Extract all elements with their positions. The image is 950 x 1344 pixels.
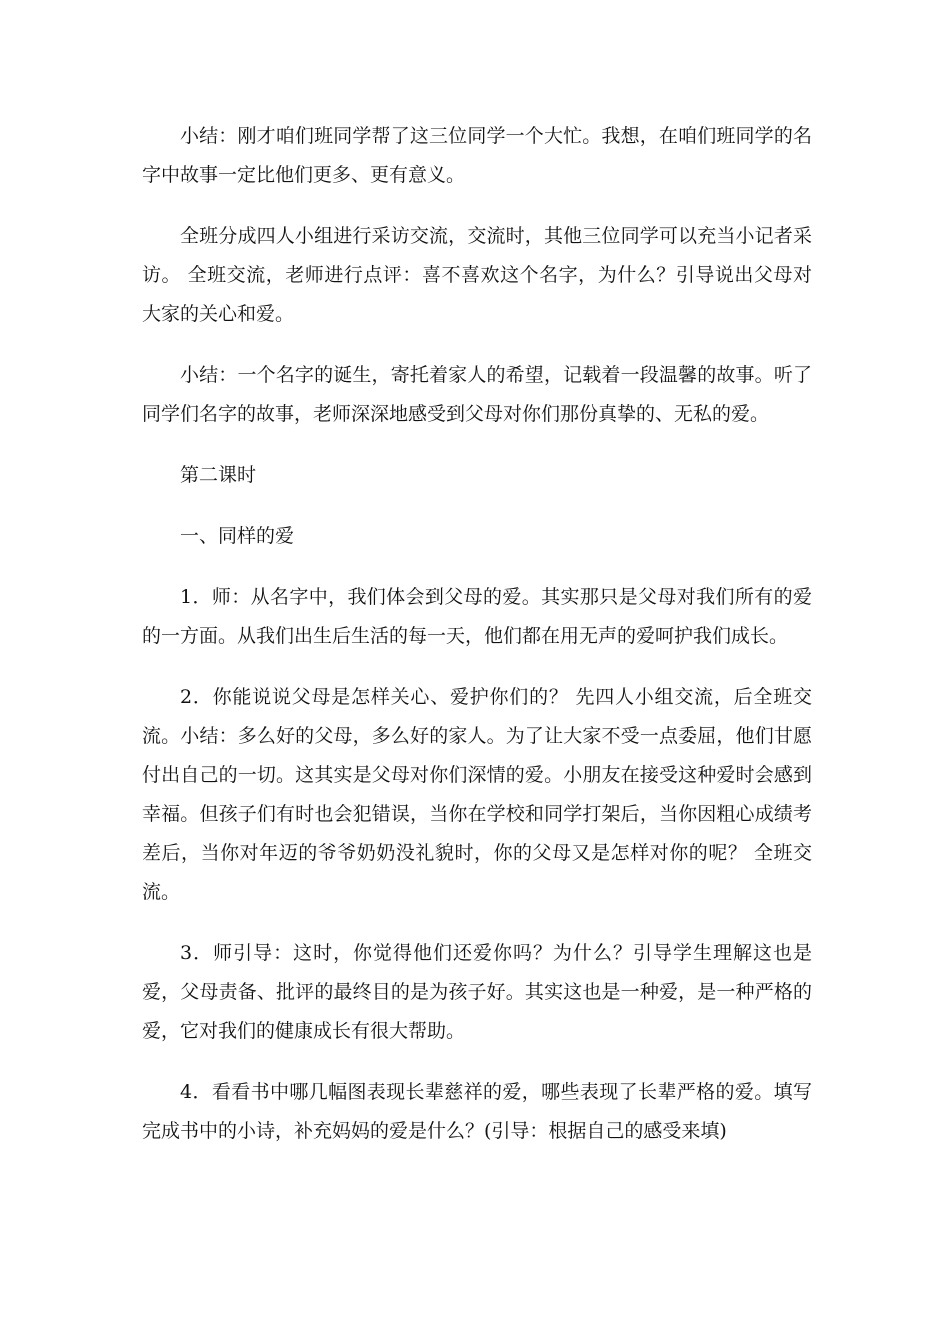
paragraph-item-3: 3．师引导：这时，你觉得他们还爱你吗？为什么？引导学生理解这也是爱，父母责备、批评的最终目的是为孩子好。其实这也是一种爱，是一种严格的爱，它对我们的健康成长有很大帮助。 <box>142 942 812 1042</box>
paragraph-summary-1: 小结：刚才咱们班同学帮了这三位同学一个大忙。我想，在咱们班同学的名字中故事一定比他们更多、更有意义。 <box>142 125 812 186</box>
paragraph-item-1: 1．师：从名字中，我们体会到父母的爱。其实那只是父母对我们所有的爱的一方面。从我们出生后生活的每一天，他们都在用无声的爱呵护我们成长。 <box>142 586 812 647</box>
paragraph-item-4: 4．看看书中哪几幅图表现长辈慈祥的爱，哪些表现了长辈严格的爱。填写完成书中的小诗，补充妈妈的爱是什么？(引导：根据自己的感受来填) <box>142 1081 812 1142</box>
paragraph-summary-2: 小结：一个名字的诞生，寄托着家人的希望，记载着一段温馨的故事。听了同学们名字的故事，老师深深地感受到父母对你们那份真挚的、无私的爱。 <box>142 364 812 425</box>
paragraph-group-interview: 全班分成四人小组进行采访交流，交流时，其他三位同学可以充当小记者采访。 全班交流，老师进行点评：喜不喜欢这个名字，为什么？引导说出父母对大家的关心和爱。 <box>142 225 812 325</box>
document-body <box>142 117 812 1173</box>
paragraph-item-2: 2．你能说说父母是怎样关心、爱护你们的？ 先四人小组交流，后全班交流。小结：多么好的父母，多么好的家人。为了让大家不受一点委屈，他们甘愿付出自己的一切。这其实是父母对你们深情的爱。小朋友在接受这种爱时会感到幸福。但孩子们有时也会犯错误，当你在学校和同学打架后，当你因粗心成绩考差后，当你对年迈的爷爷奶奶没礼貌时，你的父母又是怎样对你的呢？ 全班交流。 <box>142 686 812 903</box>
section-heading-lesson-2: 第二课时 <box>180 464 257 486</box>
section-heading-same-love: 一、同样的爱 <box>180 525 295 547</box>
